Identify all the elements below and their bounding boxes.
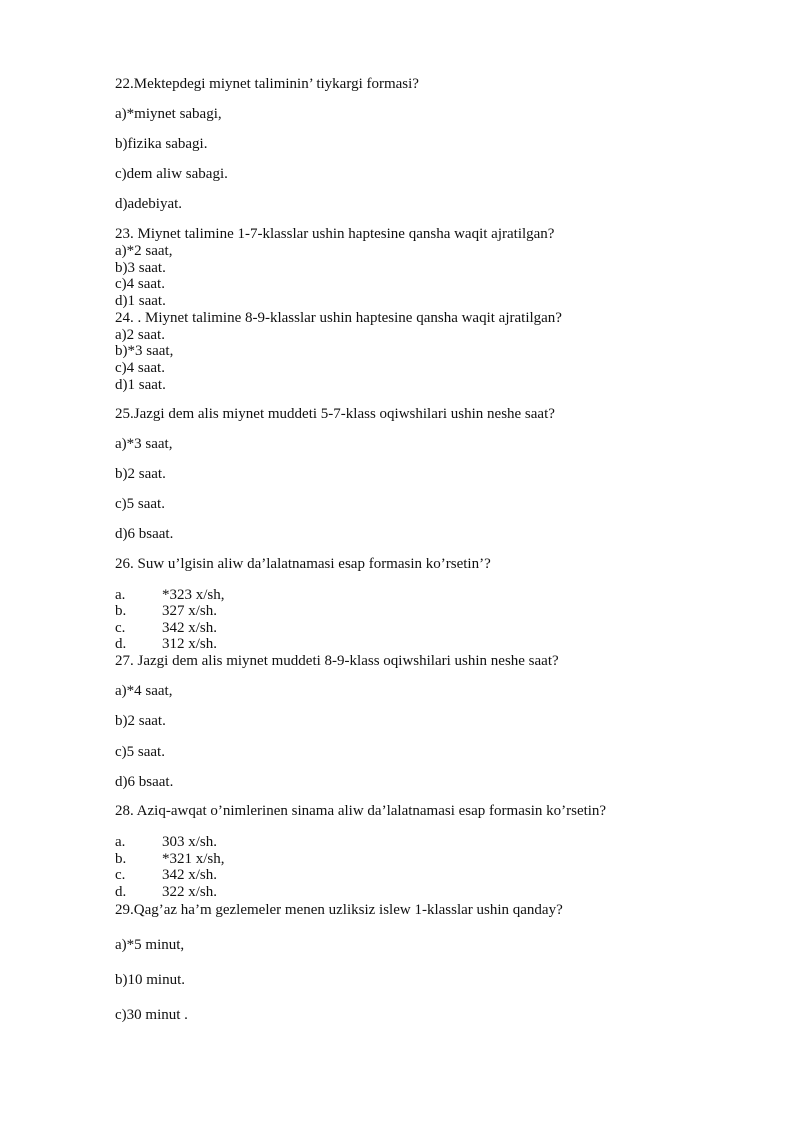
q24-option-d: d)1 saat. bbox=[115, 377, 166, 393]
q28-option-c-value: 342 x/sh. bbox=[162, 867, 218, 883]
question-23: 23. Miynet talimine 1-7-klasslar ushin haptesine qansha waqit ajratilgan? bbox=[115, 226, 555, 242]
q23-option-b: b)3 saat. bbox=[115, 260, 166, 276]
q28-option-d-value: 322 x/sh. bbox=[162, 884, 218, 900]
q22-option-a: a)*miynet sabagi, bbox=[115, 106, 222, 122]
q28-option-d-letter: d. bbox=[115, 884, 127, 900]
question-22: 22.Mektepdegi miynet taliminin’ tiykargi formasi? bbox=[115, 76, 419, 92]
q25-option-b: b)2 saat. bbox=[115, 466, 166, 482]
q25-option-c: c)5 saat. bbox=[115, 496, 165, 512]
q22-option-d: d)adebiyat. bbox=[115, 196, 183, 212]
question-24: 24. . Miynet talimine 8-9-klasslar ushin haptesine qansha waqit ajratilgan? bbox=[115, 310, 562, 326]
q27-option-d: d)6 bsaat. bbox=[115, 774, 174, 790]
q29-option-c: c)30 minut . bbox=[115, 1007, 188, 1023]
question-25: 25.Jazgi dem alis miynet muddeti 5-7-klass oqiwshilari ushin neshe saat? bbox=[115, 406, 555, 422]
q23-option-c: c)4 saat. bbox=[115, 276, 165, 292]
q26-option-d-letter: d. bbox=[115, 636, 127, 652]
q26-option-c-letter: c. bbox=[115, 620, 126, 636]
q26-option-a-value: *323 x/sh, bbox=[162, 587, 225, 603]
q29-option-a: a)*5 minut, bbox=[115, 937, 185, 953]
question-26: 26. Suw u’lgisin aliw da’lalatnamasi esap formasin ko’rsetin’? bbox=[115, 556, 491, 572]
q25-option-a: a)*3 saat, bbox=[115, 436, 173, 452]
q27-option-b: b)2 saat. bbox=[115, 713, 166, 729]
q24-option-a: a)2 saat. bbox=[115, 327, 165, 343]
q26-option-a-letter: a. bbox=[115, 587, 126, 603]
q26-option-b-value: 327 x/sh. bbox=[162, 603, 218, 619]
q22-option-b: b)fizika sabagi. bbox=[115, 136, 208, 152]
q26-option-d-value: 312 x/sh. bbox=[162, 636, 218, 652]
q27-option-a: a)*4 saat, bbox=[115, 683, 173, 699]
q28-option-c-letter: c. bbox=[115, 867, 126, 883]
q29-option-b: b)10 minut. bbox=[115, 972, 185, 988]
question-27: 27. Jazgi dem alis miynet muddeti 8-9-klass oqiwshilari ushin neshe saat? bbox=[115, 653, 559, 669]
q27-option-c: c)5 saat. bbox=[115, 744, 165, 760]
question-29: 29.Qag’az ha’m gezlemeler menen uzliksiz islew 1-klasslar ushin qanday? bbox=[115, 902, 563, 918]
q23-option-d: d)1 saat. bbox=[115, 293, 166, 309]
q25-option-d: d)6 bsaat. bbox=[115, 526, 174, 542]
q24-option-b: b)*3 saat, bbox=[115, 343, 174, 359]
q26-option-c-value: 342 x/sh. bbox=[162, 620, 218, 636]
q23-option-a: a)*2 saat, bbox=[115, 243, 173, 259]
q22-option-c: c)dem aliw sabagi. bbox=[115, 166, 228, 182]
q28-option-b-value: *321 x/sh, bbox=[162, 851, 225, 867]
q28-option-b-letter: b. bbox=[115, 851, 127, 867]
q26-option-b-letter: b. bbox=[115, 603, 127, 619]
question-28: 28. Aziq-awqat o’nimlerinen sinama aliw da’lalatnamasi esap formasin ko’rsetin? bbox=[115, 803, 607, 819]
q24-option-c: c)4 saat. bbox=[115, 360, 165, 376]
q28-option-a-letter: a. bbox=[115, 834, 126, 850]
q28-option-a-value: 303 x/sh. bbox=[162, 834, 218, 850]
